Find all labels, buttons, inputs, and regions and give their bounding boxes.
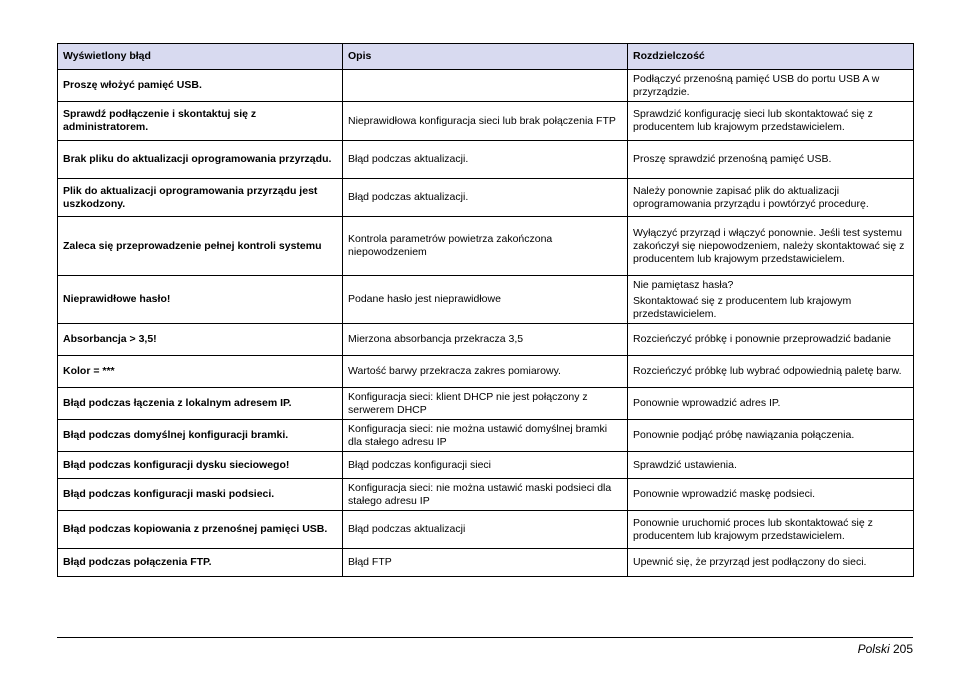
resolution-text: Wyłączyć przyrząd i włączyć ponownie. Jeśli test systemu zakończył się niepowodzeniem, należy skontaktować się z producentem lub krajowym przedstawicielem. [633, 226, 905, 265]
resolution-text: Ponownie wprowadzić maskę podsieci. [633, 488, 816, 500]
error-cell: Błąd podczas konfiguracji maski podsieci. [58, 479, 343, 511]
footer-divider [57, 637, 913, 638]
resolution-cell [628, 452, 914, 479]
resolution-cell [628, 70, 914, 102]
resolution-text: Ponownie uruchomić proces lub skontaktować się z producentem lub krajowym przedstawicielem. [633, 516, 873, 542]
resolution-cell [628, 324, 914, 356]
resolution-cell [628, 511, 914, 549]
resolution-text: Rozcieńczyć próbkę i ponownie przeprowadzić badanie [633, 333, 891, 345]
table-row [58, 356, 914, 388]
description-cell: Konfiguracja sieci: klient DHCP nie jest połączony z serwerem DHCP [343, 388, 628, 420]
resolution-text: Sprawdzić konfigurację sieci lub skontaktować się z producentem lub krajowym przedstawicielem. [633, 108, 873, 133]
table-row [58, 102, 914, 141]
resolution-cell [628, 479, 914, 511]
description-cell: Błąd FTP [343, 549, 628, 577]
error-cell: Absorbancja > 3,5! [58, 324, 343, 356]
resolution-text: Proszę sprawdzić przenośną pamięć USB. [633, 153, 832, 165]
table-row [58, 276, 914, 324]
resolution-text: Nie pamiętasz hasła? [633, 278, 734, 291]
table-row [58, 70, 914, 102]
table-row [58, 420, 914, 452]
resolution-cell [628, 420, 914, 452]
resolution-text: Rozcieńczyć próbkę lub wybrać odpowiednią paletę barw. [633, 365, 902, 377]
error-cell: Błąd podczas połączenia FTP. [58, 549, 343, 577]
header-description: Opis [343, 44, 628, 70]
description-cell: Kontrola parametrów powietrza zakończona niepowodzeniem [343, 217, 628, 276]
table-row [58, 324, 914, 356]
header-row [58, 44, 914, 70]
error-cell: Brak pliku do aktualizacji oprogramowania przyrządu. [58, 141, 343, 179]
resolution-text: Należy ponownie zapisać plik do aktualizacji oprogramowania przyrządu i powtórzyć procedurę. [633, 184, 869, 210]
table-row [58, 388, 914, 420]
description-cell [343, 70, 628, 102]
resolution-text: Podłączyć przenośną pamięć USB do portu USB A w przyrządzie. [633, 72, 880, 98]
description-cell: Błąd podczas aktualizacji. [343, 141, 628, 179]
error-cell: Błąd podczas domyślnej konfiguracji bramki. [58, 420, 343, 452]
table-row [58, 479, 914, 511]
resolution-text: Ponownie podjąć próbę nawiązania połączenia. [633, 429, 855, 441]
description-cell: Nieprawidłowa konfiguracja sieci lub brak połączenia FTP [343, 102, 628, 141]
table-row [58, 217, 914, 276]
resolution-text: Skontaktować się z producentem lub krajowym przedstawicielem. [633, 294, 852, 320]
error-cell: Sprawdź podłączenie i skontaktuj się z administratorem. [58, 102, 343, 141]
resolution-cell [628, 388, 914, 420]
resolution-cell [628, 179, 914, 217]
table-row [58, 511, 914, 549]
error-cell: Kolor = *** [58, 356, 343, 388]
resolution-text: Upewnić się, że przyrząd jest podłączony do sieci. [633, 556, 867, 568]
resolution-text: Ponownie wprowadzić adres IP. [633, 397, 781, 409]
description-cell: Błąd podczas aktualizacji [343, 511, 628, 549]
resolution-cell [628, 217, 914, 276]
description-cell: Konfiguracja sieci: nie można ustawić maski podsieci dla stałego adresu IP [343, 479, 628, 511]
error-cell: Błąd podczas konfiguracji dysku sieciowego! [58, 452, 343, 479]
resolution-cell [628, 549, 914, 577]
description-cell: Wartość barwy przekracza zakres pomiarowy. [343, 356, 628, 388]
resolution-cell [628, 276, 914, 324]
error-cell: Błąd podczas kopiowania z przenośnej pamięci USB. [58, 511, 343, 549]
resolution-cell [628, 141, 914, 179]
description-cell: Podane hasło jest nieprawidłowe [343, 276, 628, 324]
page-footer [858, 642, 913, 656]
table-header [58, 44, 914, 70]
description-cell: Mierzona absorbancja przekracza 3,5 [343, 324, 628, 356]
description-cell: Błąd podczas konfiguracji sieci [343, 452, 628, 479]
resolution-cell [628, 356, 914, 388]
header-resolution: Rozdzielczość [628, 44, 914, 70]
table-body [58, 70, 914, 577]
table-row [58, 549, 914, 577]
table-row [58, 452, 914, 479]
resolution-text: Sprawdzić ustawienia. [633, 458, 737, 471]
error-table [57, 43, 914, 577]
footer-language: Polski [857, 642, 890, 656]
description-cell: Błąd podczas aktualizacji. [343, 179, 628, 217]
footer-page-number: 205 [892, 642, 913, 656]
error-cell: Błąd podczas łączenia z lokalnym adresem IP. [58, 388, 343, 420]
resolution-cell [628, 102, 914, 141]
table-row [58, 179, 914, 217]
table-row [58, 141, 914, 179]
error-cell: Zaleca się przeprowadzenie pełnej kontroli systemu [58, 217, 343, 276]
description-cell: Konfiguracja sieci: nie można ustawić domyślnej bramki dla stałego adresu IP [343, 420, 628, 452]
header-error: Wyświetlony błąd [58, 44, 343, 70]
error-cell: Nieprawidłowe hasło! [58, 276, 343, 324]
error-cell: Plik do aktualizacji oprogramowania przyrządu jest uszkodzony. [58, 179, 343, 217]
error-cell: Proszę włożyć pamięć USB. [58, 70, 343, 102]
